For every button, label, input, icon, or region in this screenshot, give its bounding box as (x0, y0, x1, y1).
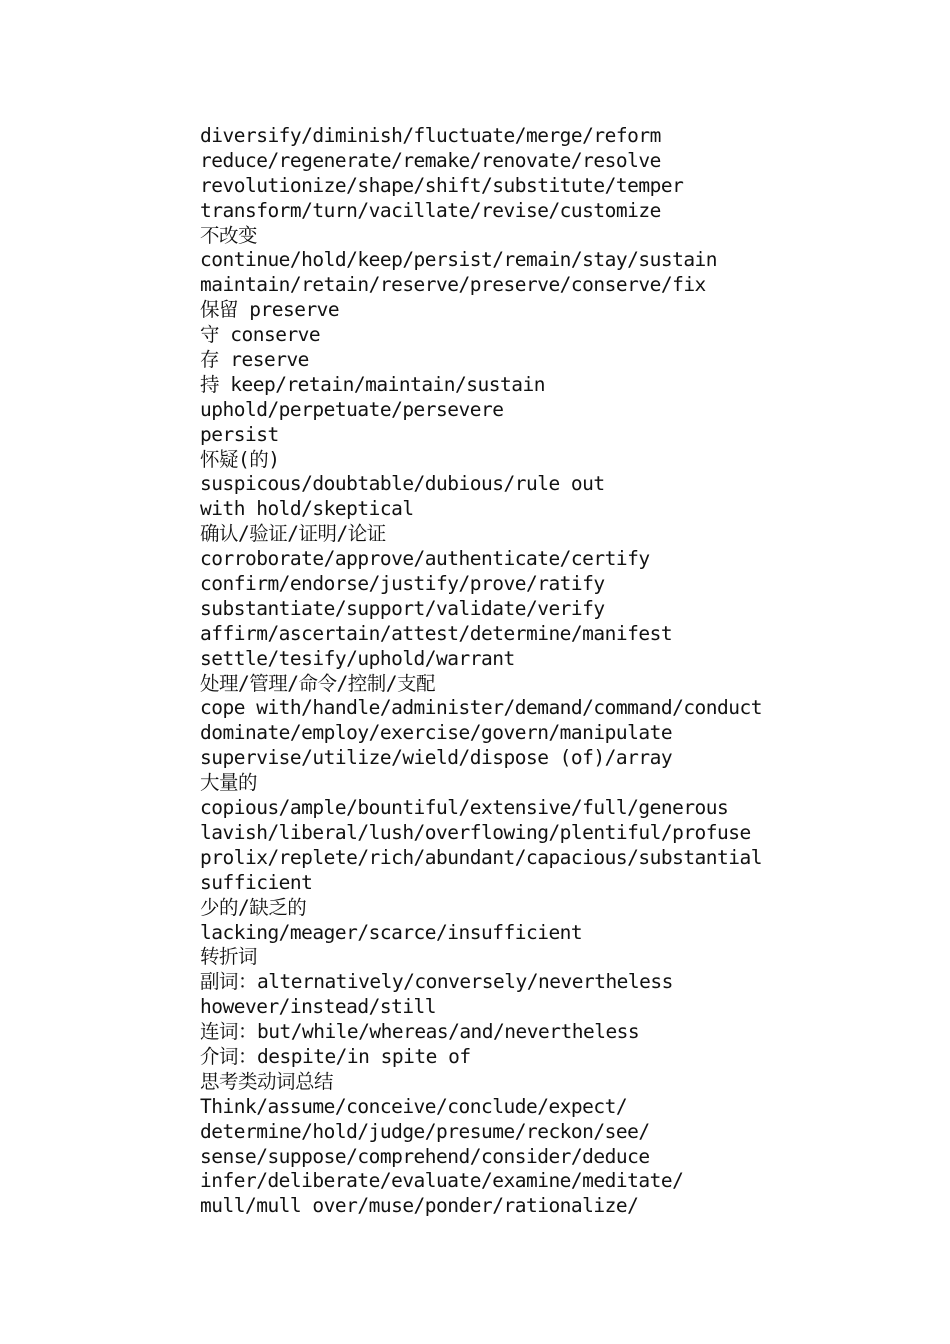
text-line: substantiate/support/validate/verify (200, 596, 605, 620)
text-line: corroborate/approve/authenticate/certify (200, 547, 650, 571)
text-line: Think/assume/conceive/conclude/expect/ (200, 1094, 628, 1118)
text-line: 守 conserve (200, 323, 321, 347)
section-heading: 怀疑(的) (200, 447, 280, 471)
text-line: reduce/regenerate/remake/renovate/resolve (200, 148, 661, 172)
text-line: suspicous/doubtable/dubious/rule out (200, 472, 605, 496)
text-line: diversify/diminish/fluctuate/merge/reform (200, 124, 661, 147)
section-heading: 确认/验证/证明/论证 (200, 522, 386, 546)
text-line: 存 reserve (200, 348, 309, 372)
text-line: determine/hold/judge/presume/reckon/see/ (200, 1119, 650, 1143)
text-line: revolutionize/shape/shift/substitute/temper (200, 173, 684, 197)
text-line: 介词：despite/in spite of (200, 1044, 471, 1068)
section-heading: 处理/管理/命令/控制/支配 (200, 671, 435, 695)
text-line: lacking/meager/scarce/insufficient (200, 920, 583, 944)
text-line: persist (200, 422, 279, 446)
section-heading: 少的/缺乏的 (200, 895, 307, 919)
text-line: confirm/endorse/justify/prove/ratify (200, 572, 605, 596)
text-line: infer/deliberate/evaluate/examine/meditate/ (200, 1169, 684, 1193)
text-line: dominate/employ/exercise/govern/manipulate (200, 721, 673, 745)
section-heading: 思考类动词总结 (200, 1069, 334, 1093)
document-body (200, 124, 920, 1219)
text-line: transform/turn/vacillate/revise/customize (200, 198, 661, 222)
text-line: copious/ample/bountiful/extensive/full/generous (200, 796, 729, 820)
text-line: supervise/utilize/wield/dispose (of)/array (200, 746, 673, 770)
section-heading: 大量的 (200, 771, 258, 795)
text-line: uphold/perpetuate/persevere (200, 397, 504, 421)
section-heading: 不改变 (200, 223, 258, 247)
text-line: 持 keep/retain/maintain/sustain (200, 372, 545, 396)
text-line: continue/hold/keep/persist/remain/stay/sustain (200, 248, 718, 272)
text-line: with hold/skeptical (200, 497, 414, 521)
text-line: prolix/replete/rich/abundant/capacious/substantial (200, 845, 762, 869)
text-line: mull/mull over/muse/ponder/rationalize/ (200, 1194, 639, 1218)
text-line: maintain/retain/reserve/preserve/conserve/fix (200, 273, 706, 297)
text-line: settle/tesify/uphold/warrant (200, 646, 515, 670)
text-line: affirm/ascertain/attest/determine/manifest (200, 621, 673, 645)
text-line: 连词：but/while/whereas/and/nevertheless (200, 1020, 640, 1044)
text-line: 保留 preserve (200, 298, 340, 322)
text-line: 副词：alternatively/conversely/nevertheless (200, 970, 673, 994)
text-line: sense/suppose/comprehend/consider/deduce (200, 1144, 650, 1168)
text-line: sufficient (200, 870, 313, 894)
section-heading: 转折词 (200, 945, 258, 969)
text-line: however/instead/still (200, 995, 437, 1019)
text-line: lavish/liberal/lush/overflowing/plentiful/profuse (200, 820, 751, 844)
text-line: cope with/handle/administer/demand/command/conduct (200, 696, 762, 720)
